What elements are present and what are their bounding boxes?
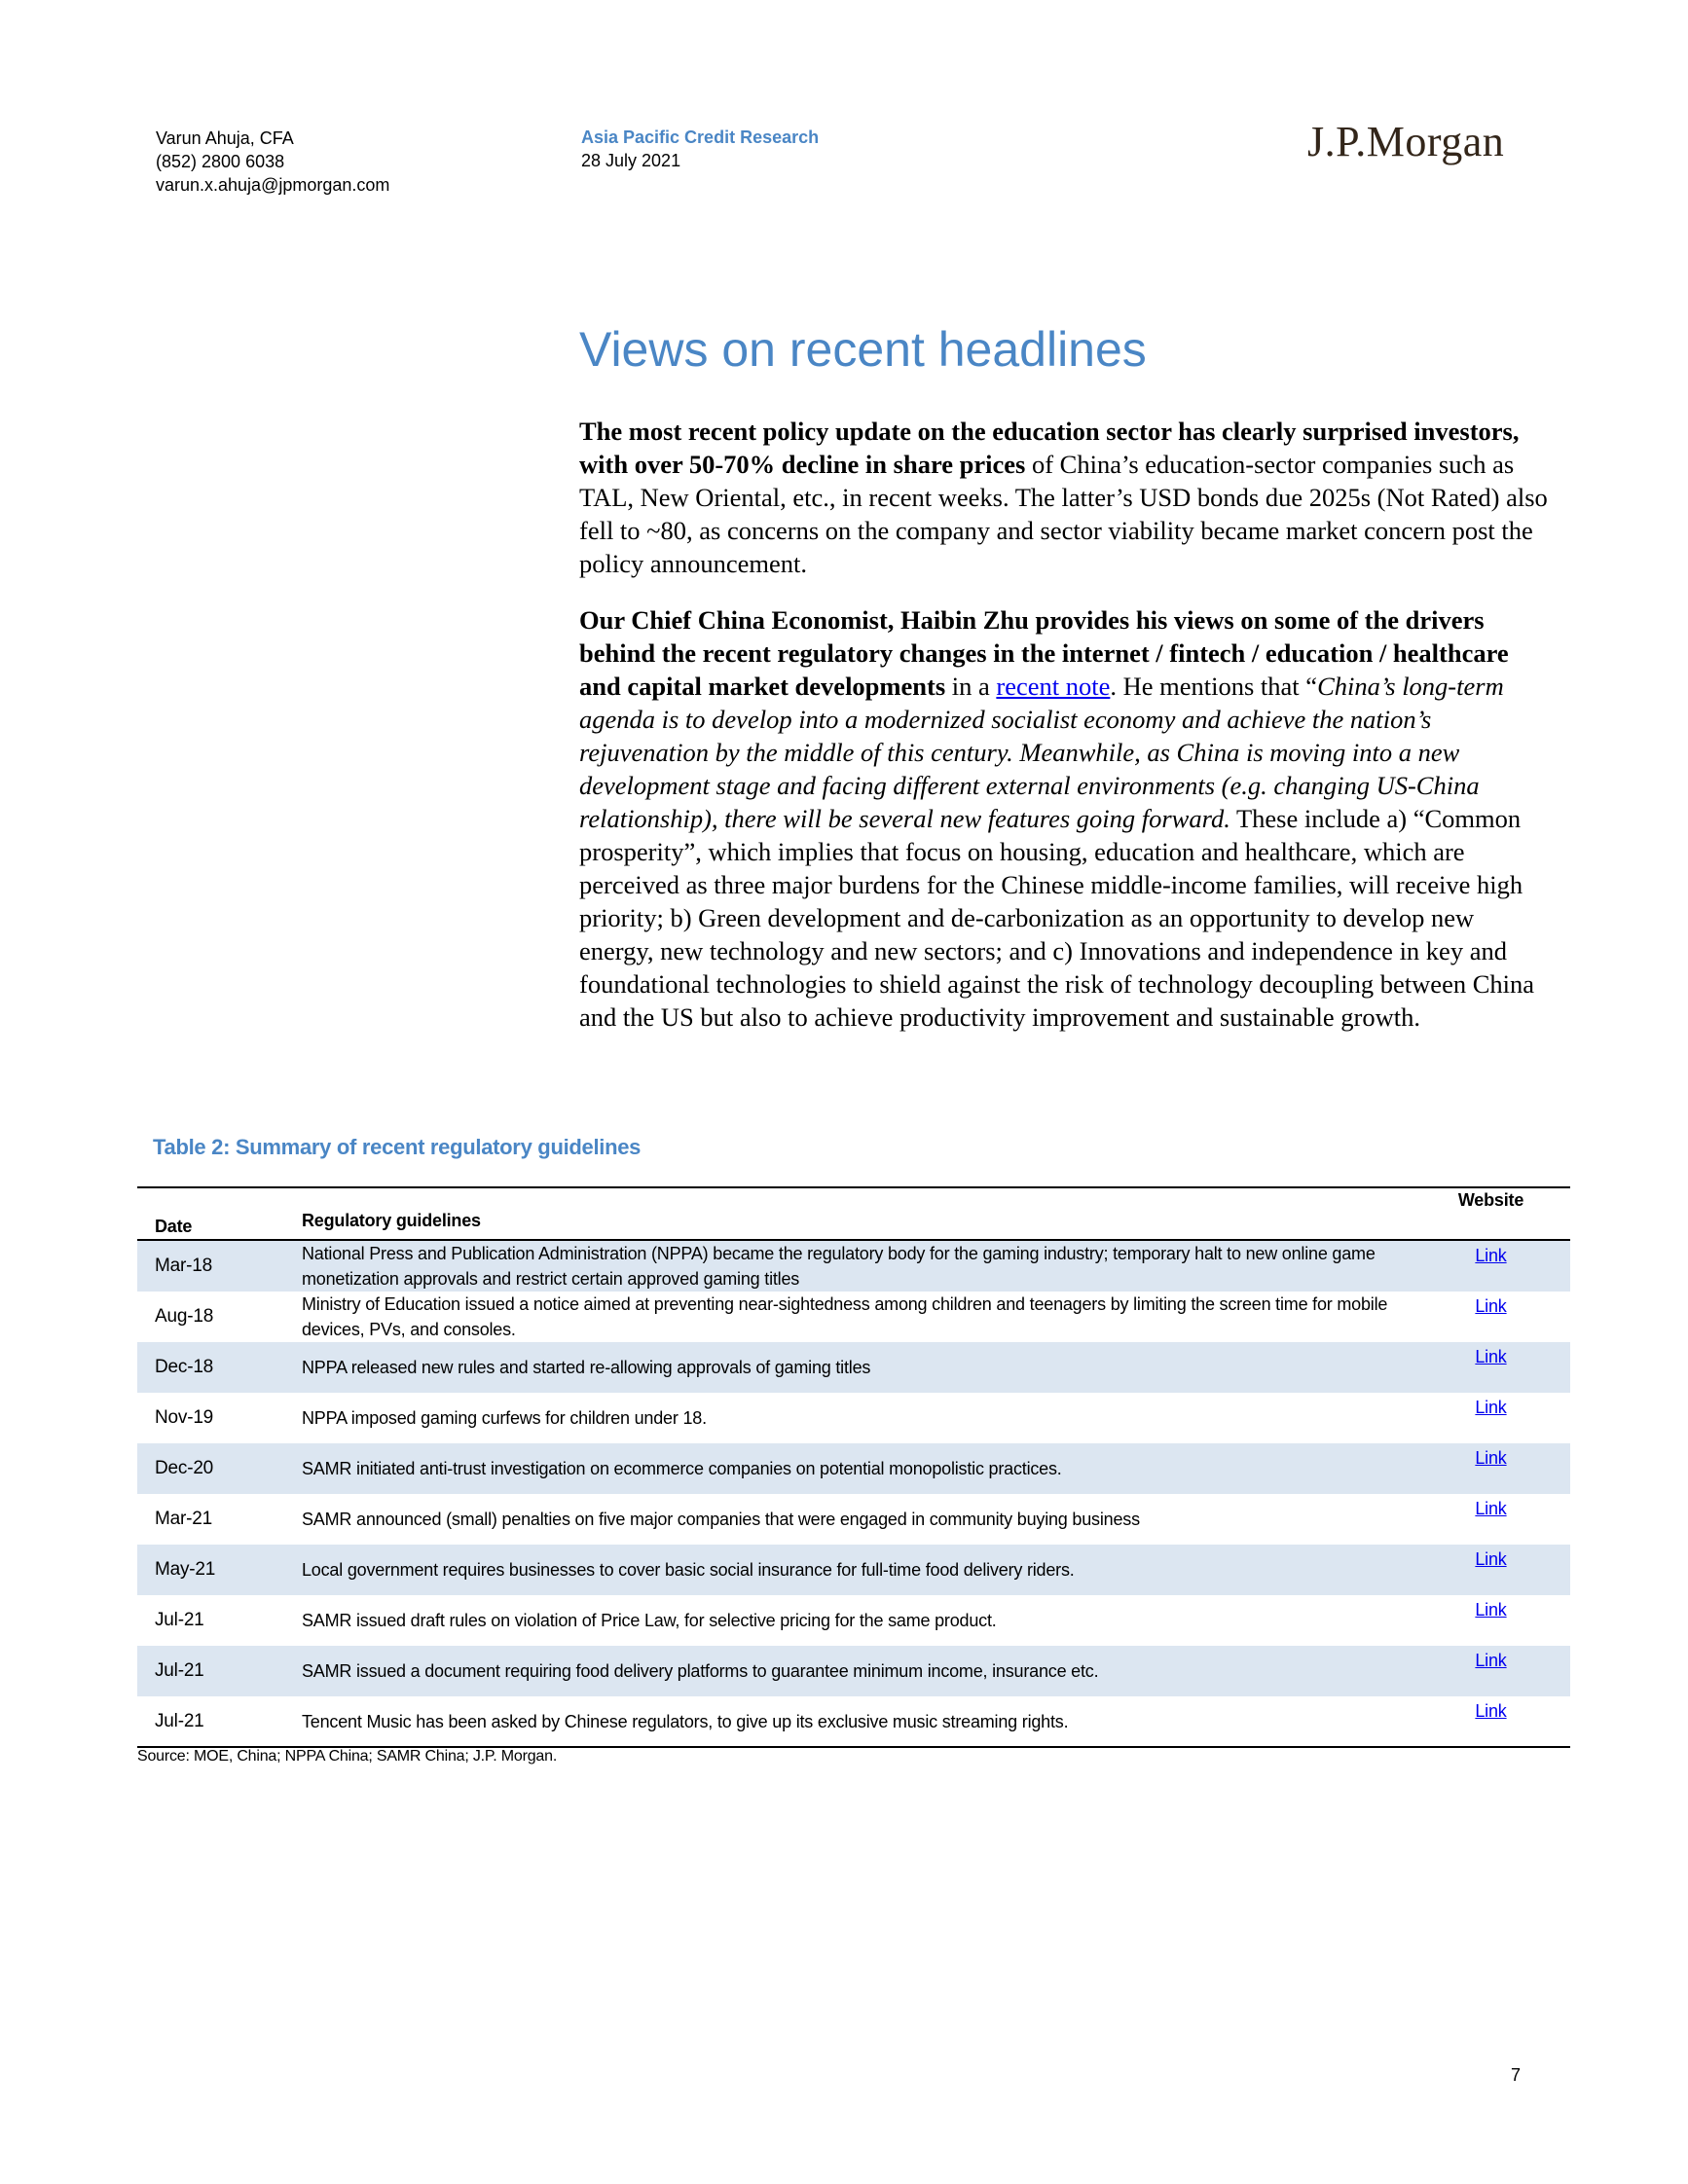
table-row [137, 1240, 1570, 1292]
row-website-link[interactable]: Link [1475, 1398, 1507, 1417]
row-guideline: SAMR announced (small) penalties on five major companies that were engaged in community buying business [302, 1510, 1140, 1529]
paragraph-2-text-a: in a [945, 672, 997, 701]
row-website-link[interactable]: Link [1475, 1296, 1507, 1316]
report-info [581, 126, 819, 172]
row-website-link[interactable]: Link [1475, 1651, 1507, 1670]
row-date: Nov-19 [155, 1407, 214, 1428]
body-text [579, 415, 1553, 1057]
paragraph-2-text-c: These include a) “Common prosperity”, which implies that focus on housing, education and healthcare, which are perceived as three major burdens for the Chinese middle-income families, will receive high priority; b) Green development and de-carbonization as an opportunity to develop new energy, new technology and new sectors; and c) Innovations and independence in key and foundational technologies to shield against the risk of technology decoupling between China and the US but also to achieve productivity improvement and sustainable growth. [579, 804, 1535, 1032]
paragraph-2-text-b: . He mentions that “ [1110, 672, 1318, 701]
regulatory-guidelines-table [137, 1186, 1570, 1748]
row-website-link[interactable]: Link [1475, 1701, 1507, 1721]
row-date: May-21 [155, 1559, 216, 1580]
header-guideline: Regulatory guidelines [302, 1210, 481, 1230]
table-row [137, 1646, 1570, 1696]
header-website: Website [1457, 1190, 1524, 1210]
row-website-link[interactable]: Link [1475, 1499, 1507, 1518]
row-date: Mar-18 [155, 1256, 212, 1276]
author-phone: (852) 2800 6038 [156, 152, 285, 171]
row-guideline: NPPA released new rules and started re-allowing approvals of gaming titles [302, 1358, 871, 1377]
page-number: 7 [1511, 2065, 1522, 2085]
report-series: Asia Pacific Credit Research [581, 127, 820, 147]
paragraph-1-lead: The most recent policy update on the education sector has clearly surprised investors, with over 50-70% decline in share prices [579, 417, 1520, 479]
row-guideline: SAMR issued a document requiring food delivery platforms to guarantee minimum income, insurance etc. [302, 1661, 1099, 1681]
row-guideline: National Press and Publication Administration (NPPA) became the regulatory body for the gaming industry; temporary halt to new online game monetization approvals and restrict certain approved gaming titles [302, 1244, 1376, 1289]
row-website-link[interactable]: Link [1475, 1448, 1507, 1468]
author-block [156, 127, 389, 197]
table-row [137, 1595, 1570, 1646]
row-website-link[interactable]: Link [1475, 1246, 1507, 1265]
row-date: Dec-18 [155, 1357, 214, 1377]
row-website-link[interactable]: Link [1475, 1549, 1507, 1569]
row-guideline: Tencent Music has been asked by Chinese regulators, to give up its exclusive music streaming rights. [302, 1711, 1069, 1731]
row-date: Aug-18 [155, 1306, 214, 1327]
row-date: Dec-20 [155, 1458, 214, 1478]
report-date: 28 July 2021 [581, 151, 681, 170]
row-guideline: Local government requires businesses to cover basic social insurance for full-time food delivery riders. [302, 1560, 1075, 1580]
row-date: Mar-21 [155, 1509, 212, 1529]
paragraph-2-lead: Our Chief China Economist, Haibin Zhu provides his views on some of the drivers behind the recent regulatory changes in the internet / fintech / education / healthcare and capital market developments [579, 605, 1509, 701]
row-website-link[interactable]: Link [1475, 1600, 1507, 1620]
recent-note-link[interactable]: recent note [996, 672, 1111, 701]
section-title: Views on recent headlines [579, 322, 1147, 377]
row-guideline: SAMR initiated anti-trust investigation on ecommerce companies on potential monopolistic practices. [302, 1459, 1062, 1478]
author-name: Varun Ahuja, CFA [156, 128, 294, 148]
paragraph-1 [579, 415, 1553, 580]
row-guideline: SAMR issued draft rules on violation of Price Law, for selective pricing for the same product. [302, 1611, 997, 1630]
table-row [137, 1393, 1570, 1443]
jpmorgan-logo: J.P.Morgan [1307, 118, 1505, 165]
row-date: Jul-21 [155, 1610, 204, 1630]
table-title: Table 2: Summary of recent regulatory guidelines [153, 1135, 642, 1159]
row-website-link[interactable]: Link [1475, 1347, 1507, 1366]
table-source: Source: MOE, China; NPPA China; SAMR China; J.P. Morgan. [137, 1748, 558, 1765]
paragraph-2 [579, 603, 1553, 1034]
author-email: varun.x.ahuja@jpmorgan.com [156, 175, 390, 195]
table-row [137, 1342, 1570, 1393]
row-guideline: Ministry of Education issued a notice aimed at preventing near-sightedness among children and teenagers by limiting the screen time for mobile devices, PVs, and consoles. [302, 1294, 1388, 1339]
table-row [137, 1443, 1570, 1494]
row-guideline: NPPA imposed gaming curfews for children under 18. [302, 1408, 707, 1428]
table-row [137, 1696, 1570, 1747]
table-row [137, 1494, 1570, 1545]
row-date: Jul-21 [155, 1710, 204, 1731]
header-date: Date [155, 1217, 193, 1236]
table-row [137, 1545, 1570, 1595]
table-row [137, 1292, 1570, 1342]
paragraph-2-quote: China’s long-term agenda is to develop into a modernized socialist economy and achieve the nation’s rejuvenation by the middle of this century. Meanwhile, as China is moving into a new development stage and facing different external environments (e.g. changing US-China relationship), there will be several new features going forward. [579, 672, 1504, 833]
paragraph-1-text: of China’s education-sector companies such as TAL, New Oriental, etc., in recent weeks. The latter’s USD bonds due 2025s (Not Rated) also fell to ~80, as concerns on the company and sector viability became market concern post the policy announcement. [579, 450, 1548, 578]
table-header-row [137, 1187, 1570, 1240]
row-date: Jul-21 [155, 1660, 204, 1681]
